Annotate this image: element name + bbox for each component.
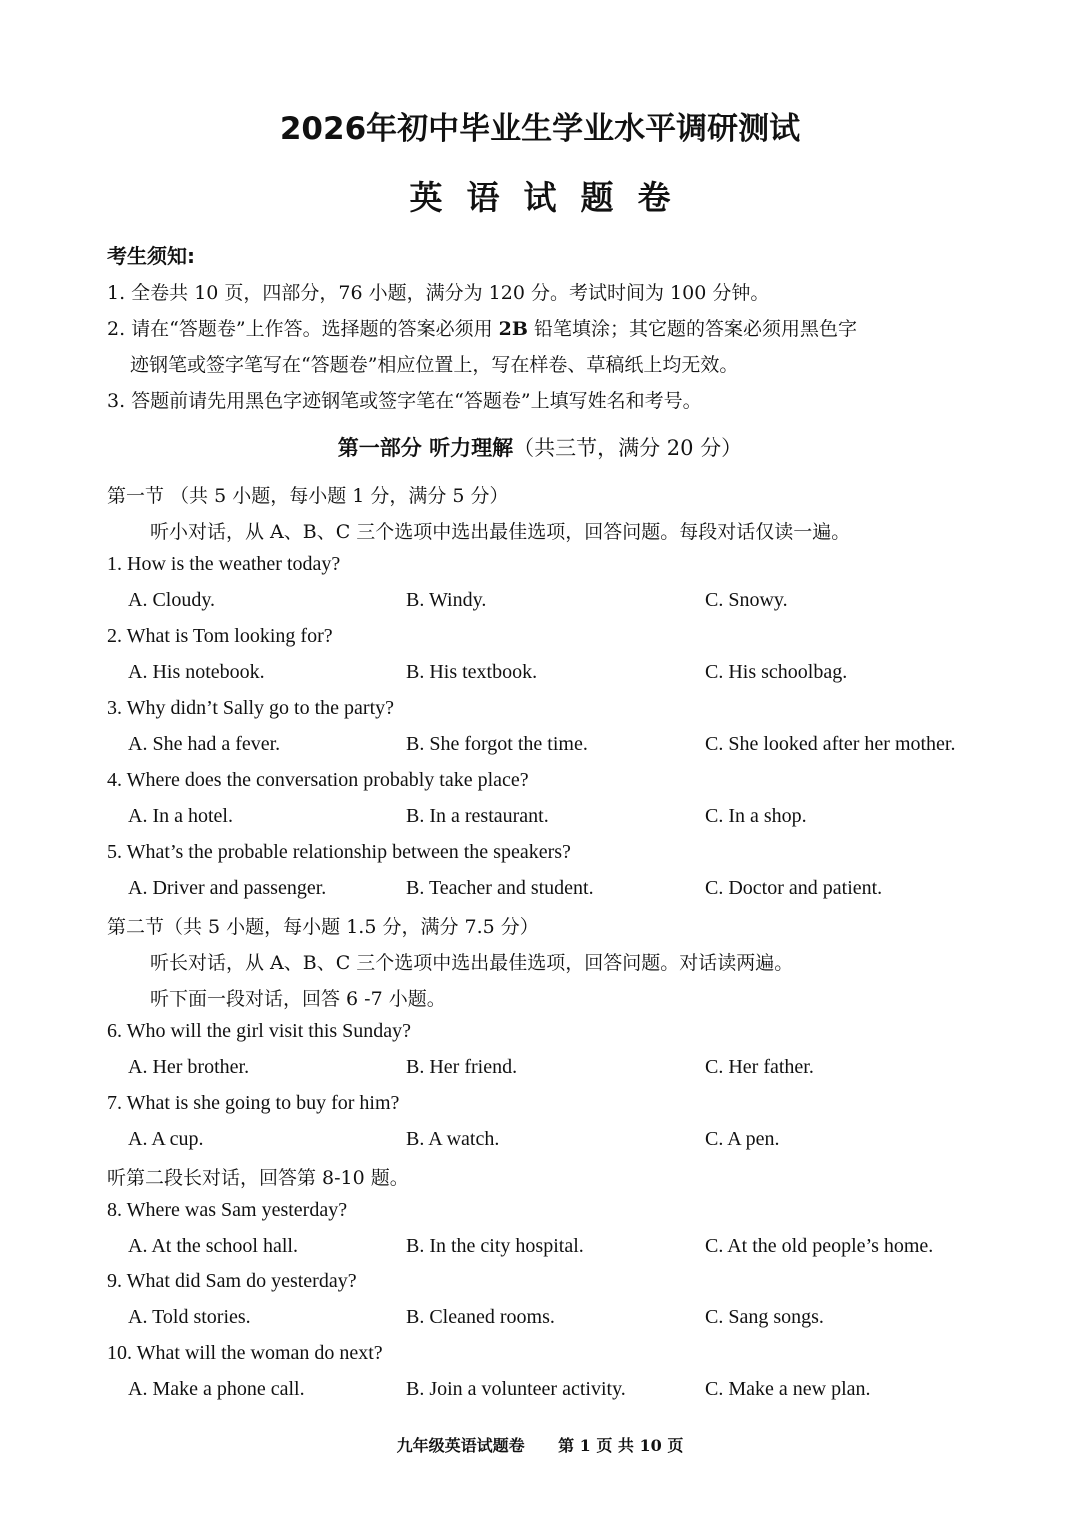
question-8: 8. Where was Sam yesterday? bbox=[107, 1199, 348, 1221]
q5-option-b: B. Teacher and student. bbox=[406, 877, 594, 899]
question-6: 6. Who will the girl visit this Sunday? bbox=[107, 1020, 412, 1042]
q1-option-c: C. Snowy. bbox=[705, 589, 788, 611]
notice-item-2-pencil: 2B bbox=[498, 318, 528, 340]
q8-option-a: A. At the school hall. bbox=[128, 1235, 298, 1257]
page-footer: 九年级英语试题卷 第 1 页 共 10 页 bbox=[396, 1436, 684, 1455]
q8-option-b: B. In the city hospital. bbox=[406, 1235, 584, 1257]
question-7: 7. What is she going to buy for him? bbox=[107, 1092, 400, 1114]
notice-item-3: 3. 答题前请先用黑色字迹钢笔或签字笔在“答题卷”上填写姓名和考号。 bbox=[107, 390, 702, 412]
q9-option-a: A. Told stories. bbox=[128, 1306, 251, 1328]
q5-option-c: C. Doctor and patient. bbox=[705, 877, 883, 899]
dialog2-instruction: 听第二段长对话，回答第 8-10 题。 bbox=[107, 1167, 409, 1189]
question-2: 2. What is Tom looking for? bbox=[107, 625, 333, 647]
part1-title bbox=[0, 432, 1080, 462]
exam-subtitle: 英语试题卷 bbox=[409, 178, 695, 217]
q7-option-b: B. A watch. bbox=[406, 1128, 500, 1150]
notice-item-1: 1. 全卷共 10 页，四部分，76 小题，满分为 120 分。考试时间为 100 分钟。 bbox=[107, 282, 770, 304]
q9-option-b: B. Cleaned rooms. bbox=[406, 1306, 555, 1328]
part1-title-main: 第一部分 听力理解 bbox=[337, 436, 514, 460]
notice-item-2-text-a: 2. 请在“答题卷”上作答。选择题的答案必须用 bbox=[107, 318, 499, 340]
q6-option-a: A. Her brother. bbox=[128, 1056, 250, 1078]
q2-option-b: B. His textbook. bbox=[406, 661, 538, 683]
exam-title: 2026年初中毕业生学业水平调研测试 bbox=[279, 111, 801, 147]
q1-option-b: B. Windy. bbox=[406, 589, 487, 611]
question-4: 4. Where does the conversation probably take place? bbox=[107, 769, 529, 791]
q2-option-c: C. His schoolbag. bbox=[705, 661, 848, 683]
q6-option-b: B. Her friend. bbox=[406, 1056, 518, 1078]
q3-option-c: C. She looked after her mother. bbox=[705, 733, 956, 755]
notice-heading: 考生须知: bbox=[107, 244, 195, 268]
dialog1-instruction: 听下面一段对话，回答 6 -7 小题。 bbox=[150, 988, 446, 1010]
q10-option-b: B. Join a volunteer activity. bbox=[406, 1378, 626, 1400]
q10-option-c: C. Make a new plan. bbox=[705, 1378, 871, 1400]
question-10: 10. What will the woman do next? bbox=[107, 1342, 383, 1364]
q4-option-c: C. In a shop. bbox=[705, 805, 807, 827]
question-9: 9. What did Sam do yesterday? bbox=[107, 1270, 357, 1292]
section1-instruction: 听小对话，从 A、B、C 三个选项中选出最佳选项，回答问题。每段对话仅读一遍。 bbox=[150, 521, 851, 543]
q3-option-b: B. She forgot the time. bbox=[406, 733, 588, 755]
q4-option-b: B. In a restaurant. bbox=[406, 805, 549, 827]
notice-item-2-text-b: 铅笔填涂；其它题的答案必须用黑色字 bbox=[527, 318, 857, 340]
question-1: 1. How is the weather today? bbox=[107, 553, 341, 575]
q6-option-c: C. Her father. bbox=[705, 1056, 814, 1078]
section2-heading: 第二节（共 5 小题，每小题 1.5 分，满分 7.5 分） bbox=[107, 916, 539, 938]
q3-option-a: A. She had a fever. bbox=[128, 733, 281, 755]
q4-option-a: A. In a hotel. bbox=[128, 805, 233, 827]
q2-option-a: A. His notebook. bbox=[128, 661, 265, 683]
notice-item-2-line-2: 迹钢笔或签字笔写在“答题卷”相应位置上，写在样卷、草稿纸上均无效。 bbox=[130, 354, 739, 376]
q7-option-c: C. A pen. bbox=[705, 1128, 780, 1150]
section2-instruction: 听长对话，从 A、B、C 三个选项中选出最佳选项，回答问题。对话读两遍。 bbox=[150, 952, 794, 974]
q10-option-a: A. Make a phone call. bbox=[128, 1378, 305, 1400]
part1-title-score: （共三节，满分 20 分） bbox=[513, 436, 743, 460]
notice-item-2 bbox=[107, 314, 857, 341]
question-5: 5. What’s the probable relationship between the speakers? bbox=[107, 841, 571, 863]
q7-option-a: A. A cup. bbox=[128, 1128, 204, 1150]
section1-heading: 第一节 （共 5 小题，每小题 1 分，满分 5 分） bbox=[107, 485, 509, 507]
q8-option-c: C. At the old people’s home. bbox=[705, 1235, 934, 1257]
q9-option-c: C. Sang songs. bbox=[705, 1306, 824, 1328]
q1-option-a: A. Cloudy. bbox=[128, 589, 216, 611]
question-3: 3. Why didn’t Sally go to the party? bbox=[107, 697, 395, 719]
q5-option-a: A. Driver and passenger. bbox=[128, 877, 327, 899]
